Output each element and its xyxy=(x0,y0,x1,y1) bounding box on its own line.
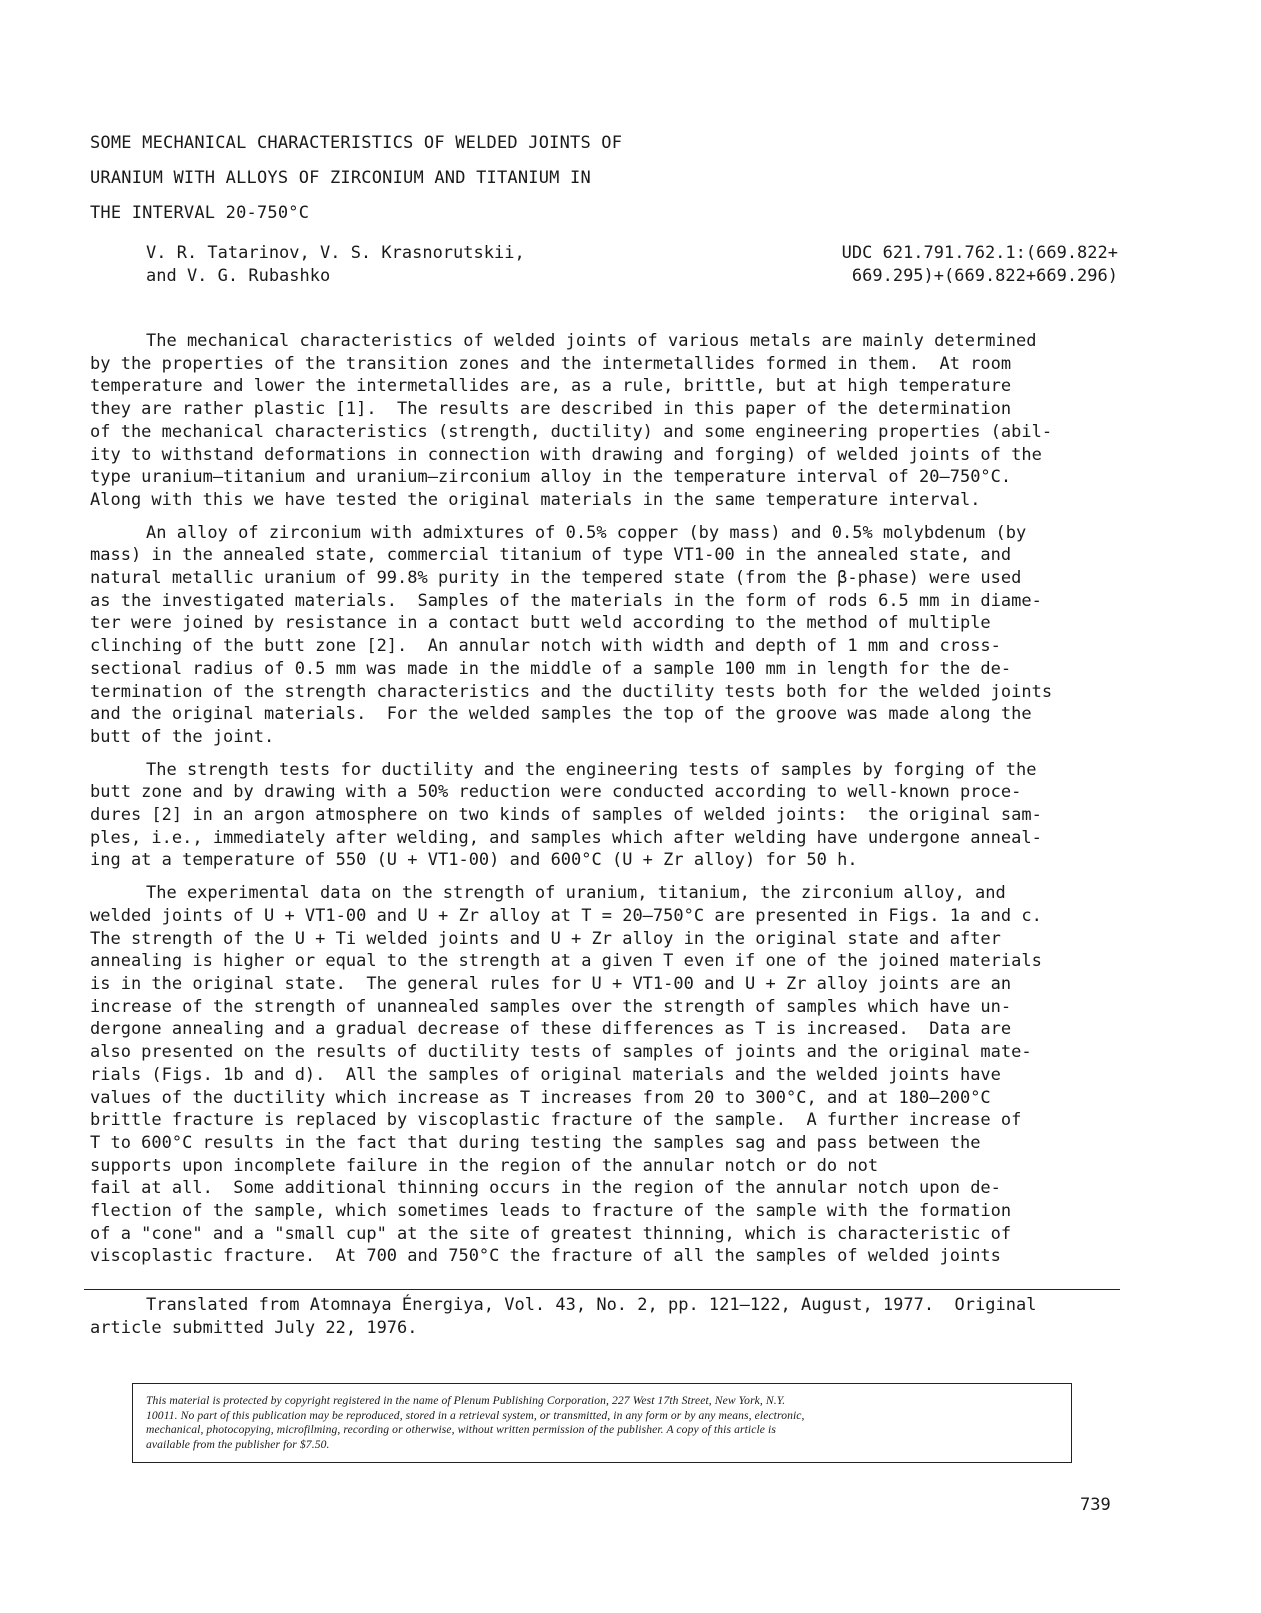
text-line: of the mechanical characteristics (strength, ductility) and some engineering properties (abil- xyxy=(90,421,1053,442)
text-line: The mechanical characteristics of welded joints of various metals are mainly determined xyxy=(146,331,1037,351)
udc-classification xyxy=(800,242,1118,288)
text-line: and the original materials. For the welded samples the top of the groove was made along the xyxy=(90,704,1032,725)
text-line: as the investigated materials. Samples of the materials in the form of rods 6.5 mm in diame- xyxy=(90,590,1042,611)
article-body xyxy=(90,330,1140,1278)
page-number: 739 xyxy=(1080,1495,1111,1515)
article-title xyxy=(90,126,622,231)
title-line: THE INTERVAL 20-750°C xyxy=(90,203,310,223)
text-line: termination of the strength characteristics and the ductility tests both for the welded joints xyxy=(90,681,1053,702)
text-line: type uranium—titanium and uranium—zirconium alloy in the temperature interval of 20–750°C. xyxy=(90,467,1012,488)
copyright-line: This material is protected by copyright registered in the name of Plenum Publishing Corporation, 227 West 17th Street, New York, N.Y. xyxy=(146,1394,786,1407)
text-line: T to 600°C results in the fact that during testing the samples sag and pass between the xyxy=(90,1132,981,1153)
text-line: The strength tests for ductility and the engineering tests of samples by forging of the xyxy=(146,759,1037,780)
text-line: viscoplastic fracture. At 700 and 750°C the fracture of all the samples of welded joints xyxy=(90,1246,1001,1267)
text-line: dures [2] in an argon atmosphere on two kinds of samples of welded joints: the original sam- xyxy=(90,805,1042,826)
text-line: flection of the sample, which sometimes leads to fracture of the sample with the formation xyxy=(90,1201,1012,1222)
text-line: they are rather plastic [1]. The results are described in this paper of the determination xyxy=(90,399,1012,420)
copyright-line: 10011. No part of this publication may be reproduced, stored in a retrieval system, or transmitted, in any form or by any means, electronic, xyxy=(146,1408,805,1422)
copyright-notice xyxy=(132,1383,1072,1463)
text-line: brittle fracture is replaced by viscoplastic fracture of the sample. A further increase of xyxy=(90,1110,1022,1131)
text-line: ter were joined by resistance in a contact butt weld according to the method of multiple xyxy=(90,613,991,634)
text-line: clinching of the butt zone [2]. An annular notch with width and depth of 1 mm and cross- xyxy=(90,636,1001,657)
text-line: butt of the joint. xyxy=(90,726,275,747)
paragraph-intro xyxy=(90,330,1140,512)
text-line: is in the original state. The general rules for U + VT1-00 and U + Zr alloy joints are an xyxy=(90,973,1012,994)
authors-line: and V. G. Rubashko xyxy=(146,266,331,286)
title-line: URANIUM WITH ALLOYS OF ZIRCONIUM AND TITANIUM IN xyxy=(90,168,591,188)
paragraph-materials xyxy=(90,522,1140,749)
text-line: welded joints of U + VT1-00 and U + Zr alloy at T = 20–750°C are presented in Figs. 1a and c. xyxy=(90,905,1042,926)
udc-line: 669.295)+(669.822+669.296) xyxy=(851,266,1118,286)
udc-line: UDC 621.791.762.1:(669.822+ xyxy=(841,243,1118,263)
text-line: supports upon incomplete failure in the region of the annular notch or do not xyxy=(90,1155,879,1176)
text-line: butt zone and by drawing with a 50% reduction were conducted according to well-known proce- xyxy=(90,782,1022,803)
text-line: also presented on the results of ductility tests of samples of joints and the original mate- xyxy=(90,1042,1032,1063)
text-line: dergone annealing and a gradual decrease of these differences as T is increased. Data are xyxy=(90,1019,1012,1040)
title-line: SOME MECHANICAL CHARACTERISTICS OF WELDED JOINTS OF xyxy=(90,133,623,153)
text-line: by the properties of the transition zones and the intermetallides formed in them. At room xyxy=(90,353,1012,374)
copyright-line: available from the publisher for $7.50. xyxy=(146,1437,330,1451)
footnote-line: article submitted July 22, 1976. xyxy=(90,1318,418,1338)
text-line: fail at all. Some additional thinning occurs in the region of the annular notch upon de- xyxy=(90,1178,1001,1199)
copyright-line: mechanical, photocopying, microfilming, recording or otherwise, without written permission of the publisher. A copy of this article is xyxy=(146,1423,776,1436)
text-line: ing at a temperature of 550 (U + VT1-00) and 600°C (U + Zr alloy) for 50 h. xyxy=(90,850,858,871)
text-line: natural metallic uranium of 99.8% purity in the tempered state (from the β-phase) were used xyxy=(90,568,1022,589)
authors-line: V. R. Tatarinov, V. S. Krasnorutskii, xyxy=(146,243,525,263)
text-line: rials (Figs. 1b and d). All the samples of original materials and the welded joints have xyxy=(90,1064,1001,1085)
text-line: of a "cone" and a "small cup" at the site of greatest thinning, which is characteristic of xyxy=(90,1223,1012,1244)
footnote-divider xyxy=(84,1289,1120,1290)
text-line: increase of the strength of unannealed samples over the strength of samples which have un- xyxy=(90,996,1012,1017)
text-line: The strength of the U + Ti welded joints and U + Zr alloy in the original state and after xyxy=(90,928,1001,949)
authors xyxy=(146,242,525,288)
text-line: sectional radius of 0.5 mm was made in the middle of a sample 100 mm in length for the de- xyxy=(90,658,1012,679)
text-line: ity to withstand deformations in connection with drawing and forging) of welded joints of the xyxy=(90,444,1042,465)
text-line: temperature and lower the intermetallides are, as a rule, brittle, but at high temperature xyxy=(90,376,1012,397)
paragraph-tests xyxy=(90,759,1140,873)
text-line: ples, i.e., immediately after welding, and samples which after welding have undergone anneal- xyxy=(90,827,1042,848)
footnote-line: Translated from Atomnaya Énergiya, Vol. 43, No. 2, pp. 121–122, August, 1977. Original xyxy=(146,1295,1037,1315)
paragraph-results xyxy=(90,882,1140,1268)
text-line: The experimental data on the strength of uranium, titanium, the zirconium alloy, and xyxy=(146,883,1006,904)
text-line: An alloy of zirconium with admixtures of 0.5% copper (by mass) and 0.5% molybdenum (by xyxy=(146,522,1027,543)
text-line: Along with this we have tested the original materials in the same temperature interval. xyxy=(90,489,981,510)
text-line: mass) in the annealed state, commercial titanium of type VT1-00 in the annealed state, and xyxy=(90,545,1012,566)
text-line: values of the ductility which increase as T increases from 20 to 300°C, and at 180–200°C xyxy=(90,1087,991,1108)
translation-footnote xyxy=(90,1294,1140,1340)
text-line: annealing is higher or equal to the strength at a given T even if one of the joined materials xyxy=(90,951,1042,972)
